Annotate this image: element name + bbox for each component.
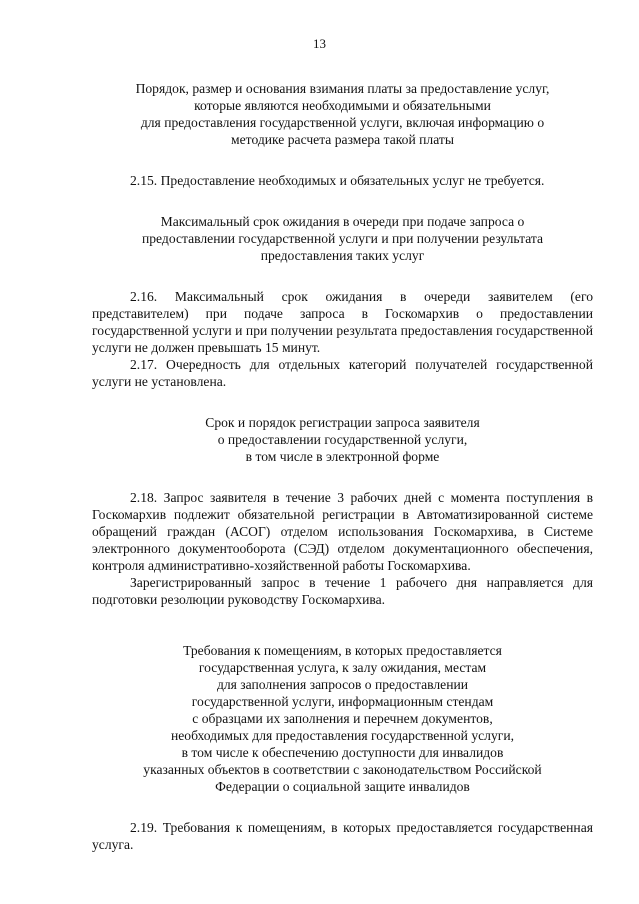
heading-line: государственной услуги, информационным стендам [191, 694, 494, 709]
heading-line: предоставлении государственной услуги и при получении результата [141, 231, 544, 246]
heading-line: необходимых для предоставления государственной услуги, [170, 728, 514, 743]
heading-premises-requirements [92, 642, 593, 795]
heading-line: в том числе в электронной форме [245, 449, 440, 464]
heading-line: Требования к помещениям, в которых предоставляется [183, 643, 502, 658]
page-content [92, 80, 593, 853]
paragraph-2-16: 2.16. Максимальный срок ожидания в очереди заявителем (его представителем) при подаче запроса в Госкомархив о предоставлении государственной услуги и при получении результата предоставления государственной услуги не должен превышать 15 минут. [92, 289, 593, 355]
heading-line: в том числе к обеспечению доступности для инвалидов [181, 745, 504, 760]
heading-line: государственная услуга, к залу ожидания, местам [198, 660, 487, 675]
heading-line: для предоставления государственной услуги, включая информацию о [140, 115, 545, 130]
heading-line: указанных объектов в соответствии с законодательством Российской [143, 762, 542, 777]
heading-max-wait-time [92, 213, 593, 264]
heading-line: о предоставлении государственной услуги, [217, 432, 468, 447]
paragraph-2-19: 2.19. Требования к помещениям, в которых предоставляется государственная услуга. [92, 820, 593, 852]
heading-fee-procedure [92, 80, 593, 148]
heading-line: для заполнения запросов о предоставлении [216, 677, 469, 692]
paragraph-2-18-continued: Зарегистрированный запрос в течение 1 рабочего дня направляется для подготовки резолюции руководству Госкомархива. [92, 575, 593, 607]
page-number: 13 [313, 36, 326, 51]
heading-line: с образцами их заполнения и перечнем документов, [192, 711, 493, 726]
paragraph-2-15: 2.15. Предоставление необходимых и обязательных услуг не требуется. [130, 173, 545, 188]
heading-registration [92, 414, 593, 465]
heading-line: которые являются необходимыми и обязательными [194, 98, 491, 113]
heading-line: предоставления таких услуг [260, 248, 425, 263]
heading-line: Федерации о социальной защите инвалидов [215, 779, 470, 794]
heading-line: методике расчета размера такой платы [231, 132, 454, 147]
paragraph-2-17: 2.17. Очередность для отдельных категорий получателей государственной услуги не установлена. [92, 357, 593, 389]
heading-line: Порядок, размер и основания взимания платы за предоставление услуг, [135, 81, 550, 96]
heading-line: Максимальный срок ожидания в очереди при подаче запроса о [160, 214, 525, 229]
paragraph-2-18: 2.18. Запрос заявителя в течение 3 рабочих дней с момента поступления в Госкомархив подлежит обязательной регистрации в Автоматизированной системе обращений граждан (АСОГ) отделом использования Госкомархива, в Системе электронного документооборота (СЭД) отделом документационного обеспечения, контроля административно-хозяйственной работы Госкомархива. [92, 490, 593, 573]
heading-line: Срок и порядок регистрации запроса заявителя [205, 415, 480, 430]
